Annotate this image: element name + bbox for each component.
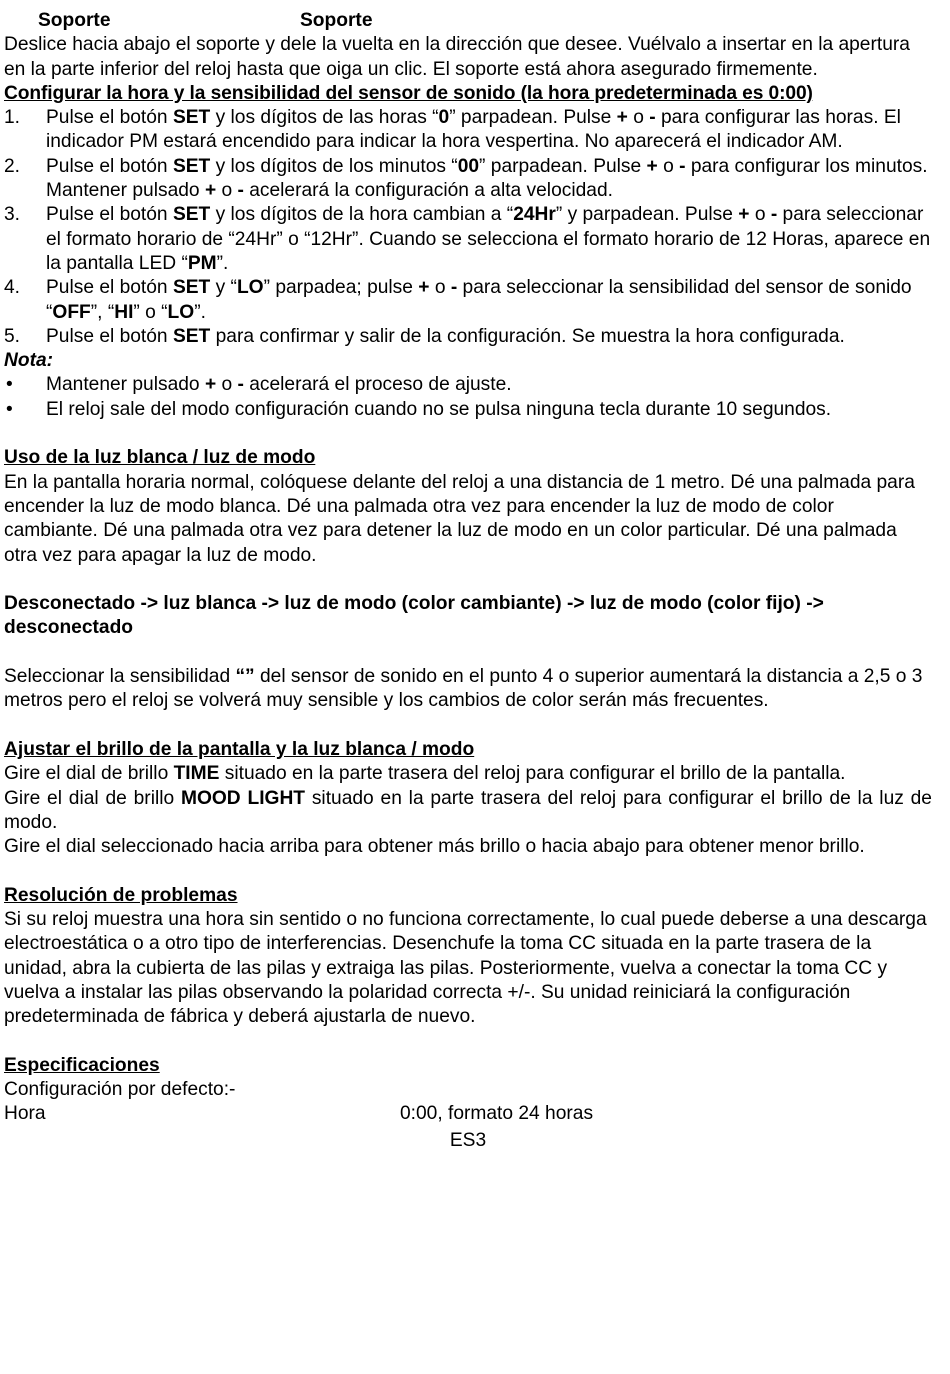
text-run: o — [749, 204, 771, 226]
step-number: 3. — [4, 204, 21, 226]
soporte-paragraph: Deslice hacia abajo el soporte y dele la vuelta en la dirección que desee. Vuélvalo a insertar en la apertura en la parte inferior del reloj hasta que oiga un clic. El soporte está ahora asegurado firmemente. — [4, 34, 910, 80]
problemas-paragraph: Si su reloj muestra una hora sin sentido o no funciona correctamente, lo cual puede deberse a una descarga electroestática o a otro tipo de interferencias. Desenchufe la toma CC situada en la parte trasera de la unidad, abra la cubierta de las pilas y extraiga las pilas. Posteriormente, vuelva a conectar la toma CC y vuelva a instalar las pilas observando la polaridad correcta +/-. Su unidad reiniciará la configuración predeterminada de fábrica y deberá ajustarla de nuevo. — [4, 908, 927, 1028]
text-run: Mantener pulsado — [46, 374, 205, 396]
bold-text: 0 — [438, 107, 450, 129]
notes-list — [4, 373, 932, 422]
text-run: ” parpadean. Pulse — [449, 107, 617, 129]
brillo-paragraph-dial: Gire el dial seleccionado hacia arriba para obtener más brillo o hacia abajo para obtener menor brillo. — [4, 836, 865, 858]
bold-text: SET — [172, 204, 211, 226]
text-run: ”. — [216, 252, 229, 274]
header-right: Soporte — [300, 10, 373, 31]
text-run: y “ — [210, 277, 237, 299]
text-run: ”, “ — [90, 301, 115, 323]
text-run: o — [216, 180, 238, 202]
bold-text: + — [738, 204, 750, 226]
text-run: El reloj sale del modo configuración cuando no se pulsa ninguna tecla durante 10 segundos. — [46, 398, 832, 420]
specs-heading: Especificaciones — [4, 1054, 160, 1076]
text-run: Gire el dial de brillo — [4, 763, 174, 785]
spec-row-value: 0:00, formato 24 horas — [400, 1103, 594, 1125]
text-run: o — [429, 277, 451, 299]
spec-row-label: Hora — [4, 1103, 46, 1125]
luz-paragraph: En la pantalla horaria normal, colóquese delante del reloj a una distancia de 1 metro. Dé una palmada para encender la luz de modo blanca. Dé una palmada otra vez para encender la luz de modo de color cambiante. Dé una palmada otra vez para detener la luz de modo en un color particular. Dé una palmada otra vez para apagar la luz de modo. — [4, 471, 915, 566]
text-run: acelerará el proceso de ajuste. — [243, 374, 512, 396]
bold-text: + — [646, 155, 658, 177]
bold-text: 24Hr — [513, 204, 556, 226]
step-number: 2. — [4, 155, 21, 177]
step-number: 5. — [4, 325, 21, 347]
bold-text: + — [204, 374, 217, 396]
page-number: ES3 — [449, 1129, 487, 1151]
bold-text: OFF — [52, 301, 91, 323]
config-step — [4, 325, 932, 349]
brillo-paragraph-time — [4, 762, 932, 786]
bold-text: - — [237, 180, 244, 202]
text-run: ” y parpadean. Pulse — [555, 204, 739, 226]
bold-text: - — [450, 277, 458, 299]
text-run: Gire el dial de brillo — [4, 787, 181, 809]
text-run: o — [216, 374, 238, 396]
text-run: y los dígitos de las horas “ — [210, 107, 439, 129]
text-run: para configurar los minutos. Mantener pulsado — [46, 155, 928, 202]
specs-default-label: Configuración por defecto:- — [4, 1079, 236, 1101]
text-run: ” parpadean. Pulse — [479, 155, 647, 177]
bullet-icon: • — [6, 374, 13, 396]
section-header-row — [4, 9, 932, 33]
text-run: acelerará la configuración a alta velocidad. — [243, 180, 613, 202]
bold-text: - — [679, 155, 686, 177]
text-run: para confirmar y salir de la configuración. Se muestra la hora configurada. — [210, 325, 845, 347]
bold-text: + — [616, 107, 628, 129]
text-run: o — [657, 155, 680, 177]
luz-sequence: Desconectado -> luz blanca -> luz de modo (color cambiante) -> luz de modo (color fijo) -> desconectado — [4, 593, 824, 639]
config-step — [4, 276, 932, 325]
text-run: Pulse el botón — [46, 325, 173, 347]
text-run: Pulse el botón — [46, 107, 173, 129]
text-run: para configurar las horas. El indicador PM estará encendido para indicar la hora vespertina. No aparecerá el indicador AM. — [46, 107, 901, 153]
bold-text: - — [649, 107, 656, 129]
bold-text: SET — [172, 107, 211, 129]
bold-text: TIME — [173, 763, 220, 785]
spec-row-hora — [4, 1102, 932, 1126]
bold-text: + — [418, 277, 430, 299]
bold-text: SET — [172, 325, 211, 347]
header-left: Soporte — [38, 10, 111, 31]
nota-label: Nota: — [4, 350, 54, 372]
config-heading: Configurar la hora y la sensibilidad del sensor de sonido (la hora predeterminada es 0:00) — [4, 82, 813, 104]
bold-text: HI — [114, 301, 134, 323]
bold-text: LO — [236, 277, 264, 299]
document-page — [4, 9, 932, 1153]
bold-text: MOOD LIGHT — [180, 787, 306, 809]
text-run: situado en la parte trasera del reloj para configurar el brillo de la luz de modo. — [4, 787, 932, 833]
config-steps-list — [4, 106, 932, 349]
note-item — [4, 398, 932, 422]
text-run: para seleccionar la sensibilidad del sensor de sonido “ — [46, 277, 912, 323]
text-run: ” parpadea; pulse — [263, 277, 419, 299]
text-run: Seleccionar la sensibilidad — [4, 666, 236, 688]
text-run: ” o “ — [133, 301, 168, 323]
note-item — [4, 373, 932, 397]
text-run: y los dígitos de la hora cambian a “ — [210, 204, 514, 226]
bold-text: SET — [172, 277, 211, 299]
bold-text: PM — [187, 252, 217, 274]
bold-text: + — [204, 180, 217, 202]
text-run: Pulse el botón — [46, 204, 173, 226]
problemas-heading: Resolución de problemas — [4, 884, 238, 906]
config-step — [4, 106, 932, 155]
text-run: ”. — [194, 301, 206, 323]
text-run: Pulse el botón — [46, 277, 173, 299]
text-run: situado en la parte trasera del reloj para configurar el brillo de la pantalla. — [219, 763, 846, 785]
brillo-paragraph-mood — [4, 787, 932, 836]
config-step — [4, 203, 932, 276]
luz-heading: Uso de la luz blanca / luz de modo — [4, 447, 316, 469]
text-run: para seleccionar el formato horario de “24Hr” o “12Hr”. Cuando se selecciona el formato horario de 12 Horas, aparece en la pantalla LED “ — [46, 204, 931, 274]
bullet-icon: • — [6, 398, 13, 420]
text-run: Pulse el botón — [46, 155, 173, 177]
sensitivity-paragraph — [4, 665, 932, 714]
bold-text: LO — [167, 301, 195, 323]
text-run: del sensor de sonido en el punto 4 o superior aumentará la distancia a 2,5 o 3 metros pero el reloj se volverá muy sensible y los cambios de color serán más frecuentes. — [4, 666, 923, 712]
brillo-heading: Ajustar el brillo de la pantalla y la luz blanca / modo — [4, 738, 475, 760]
step-number: 1. — [4, 107, 21, 129]
text-run: y los dígitos de los minutos “ — [210, 155, 458, 177]
bold-text: - — [237, 374, 244, 396]
step-number: 4. — [4, 277, 21, 299]
bold-text: 00 — [457, 155, 480, 177]
bold-text: - — [770, 204, 778, 226]
bold-text: “” — [235, 666, 255, 688]
config-step — [4, 155, 932, 204]
text-run: o — [627, 107, 650, 129]
bold-text: SET — [172, 155, 211, 177]
